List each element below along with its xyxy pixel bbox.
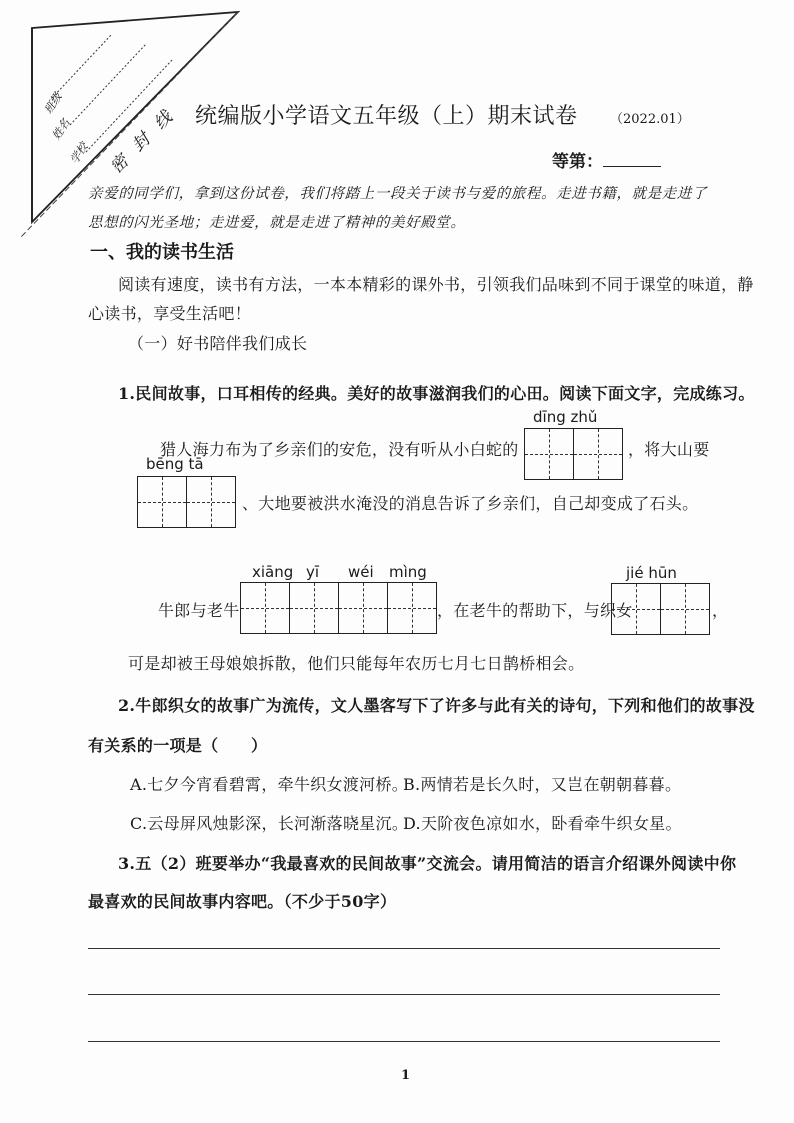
pinyin-xiang: xiāng bbox=[252, 563, 294, 581]
pinyin-ming: mìng bbox=[389, 563, 427, 581]
exam-title: 统编版小学语文五年级（上）期末试卷 bbox=[195, 104, 578, 129]
pinyin-dingzhu: dīng zhǔ bbox=[533, 408, 598, 426]
answer-grid-bengta[interactable] bbox=[137, 476, 236, 528]
section-desc-1: 阅读有速度，读书有方法，一本本精彩的课外书，引领我们品味到不同于课堂的味道，静 bbox=[118, 275, 754, 294]
pinyin-wei: wéi bbox=[348, 563, 374, 581]
pinyin-jiehun: jié hūn bbox=[626, 564, 677, 582]
q2-line-1: 2.牛郎织女的故事广为流传，文人墨客写下了许多与此有关的诗句，下列和他们的故事没 bbox=[118, 696, 755, 715]
answer-grid-xiangyiweiming[interactable] bbox=[240, 582, 437, 634]
q1-text-e: ，在老牛的帮助下，与织女 bbox=[437, 601, 633, 620]
answer-grid-dingzhu[interactable] bbox=[524, 428, 623, 480]
q2-line-2: 有关系的一项是（ ） bbox=[88, 736, 268, 755]
q2-option-d[interactable]: D.天阶夜色凉如水，卧看牵牛织女星。 bbox=[403, 814, 682, 833]
grade-blank[interactable] bbox=[603, 166, 661, 167]
q1-text-b: ，将大山要 bbox=[628, 440, 710, 459]
q2-option-c[interactable]: C.云母屏风烛影深，长河渐落晓星沉。 bbox=[130, 814, 409, 833]
q1-text-c: 、大地要被洪水淹没的消息告诉了乡亲们，自己却变成了石头。 bbox=[242, 494, 699, 513]
exam-date: （2022.01） bbox=[610, 112, 690, 127]
q3-line-2: 最喜欢的民间故事内容吧。（不少于50字） bbox=[88, 892, 397, 911]
q2-option-a[interactable]: A.七夕今宵看碧霄，牵牛织女渡河桥。 bbox=[130, 775, 409, 794]
seal-line-text: 密封线 bbox=[106, 97, 187, 178]
answer-line-3[interactable] bbox=[88, 1041, 720, 1042]
intro-line-2: 思想的闪光圣地；走进爱，就是走进了精神的美好殿堂。 bbox=[88, 215, 466, 231]
section-heading: 一、我的读书生活 bbox=[90, 242, 234, 263]
q1-text-f: ， bbox=[712, 601, 729, 620]
pinyin-yi: yī bbox=[306, 563, 320, 581]
q1-text-a: 猎人海力布为了乡亲们的安危，没有听从小白蛇的 bbox=[160, 440, 519, 459]
class-label: 班级 bbox=[41, 90, 65, 117]
answer-grid-jiehun[interactable] bbox=[611, 583, 710, 635]
q2-option-b[interactable]: B.两情若是长久时，又岂在朝朝暮暮。 bbox=[403, 775, 682, 794]
answer-line-2[interactable] bbox=[88, 994, 720, 995]
q1-text-d: 牛郎与老牛 bbox=[158, 601, 240, 620]
answer-line-1[interactable] bbox=[88, 948, 720, 949]
intro-line-1: 亲爱的同学们，拿到这份试卷，我们将踏上一段关于读书与爱的旅程。走进书籍，就是走进了 bbox=[88, 186, 708, 202]
q1-text-g: 可是却被王母娘娘拆散，他们只能每年农历七月七日鹊桥相会。 bbox=[128, 654, 585, 673]
grade-label: 等第： bbox=[552, 152, 603, 172]
page-number: 1 bbox=[401, 1068, 411, 1083]
section-desc-2: 心读书，享受生活吧！ bbox=[88, 304, 252, 323]
sub-heading: （一）好书陪伴我们成长 bbox=[128, 334, 308, 353]
school-label: 学校 bbox=[67, 140, 91, 167]
q3-line-1: 3.五（2）班要举办“我最喜欢的民间故事”交流会。请用简洁的语言介绍课外阅读中你 bbox=[118, 854, 737, 873]
pinyin-bengta: bēng tā bbox=[146, 455, 204, 473]
q1-prompt: 1.民间故事，口耳相传的经典。美好的故事滋润我们的心田。阅读下面文字，完成练习。 bbox=[118, 384, 755, 403]
name-label: 姓名 bbox=[49, 116, 73, 143]
